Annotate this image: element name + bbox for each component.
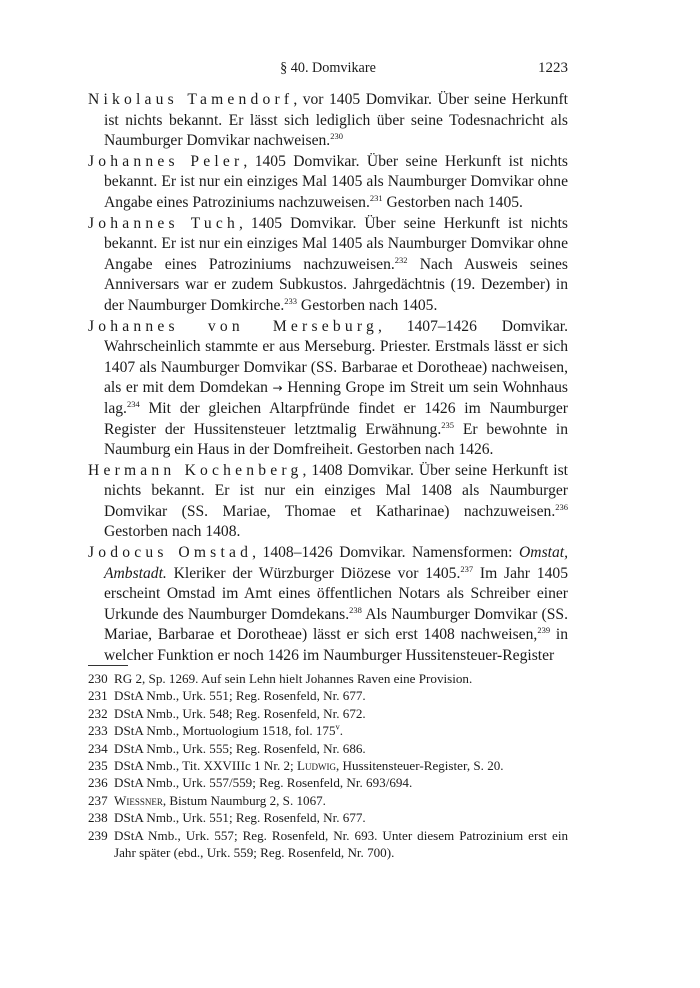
author-name: Wiessner bbox=[114, 792, 163, 808]
entry-text: , 1405 Domvikar. Über seine Herkunft ist nichts bekannt. Er ist nur ein einziges Mal 1405 als Naumburger Domvikar ohne Angabe eines Patroziniums nachzuweisen. bbox=[104, 152, 568, 211]
entry-name: Hermann Kochenberg bbox=[88, 461, 303, 479]
entry-text: in welcher Funktion er noch 1426 im Naumburger Hussitensteuer-Register bbox=[104, 626, 569, 665]
entry-johannes-tuch bbox=[88, 214, 568, 317]
footnote-text bbox=[114, 705, 568, 722]
footnote-text-part: DStA Nmb., Mortuologium 1518, fol. 175 bbox=[114, 723, 336, 739]
footnote-number: 237 bbox=[88, 792, 108, 808]
footnote-ref[interactable]: 235 bbox=[441, 419, 454, 430]
footnote-divider bbox=[88, 665, 128, 666]
footnote-text-part: DStA Nmb., Urk. 551; Reg. Rosenfeld, Nr. 677. bbox=[114, 688, 366, 704]
footnote-text-part: . bbox=[339, 723, 344, 739]
entry-text: , 1407–1426 Domvikar. Wahrscheinlich stammte er aus Merseburg. Priester. Erstmals lässt er sich 1407 als Naumburger Domvikar (SS. Barbarae et Dorotheae) nachweisen, als er mit dem Domdekan bbox=[104, 317, 568, 397]
entry-text: Nach Ausweis seines Anniversars war er zudem Subkustos. Jahrgedächtnis (19. Dezember) in der Naumburger Domkirche. bbox=[104, 255, 568, 314]
footnote-number: 230 bbox=[88, 671, 108, 686]
entry-text: Er bewohnte in Naumburg ein Haus in der Domfreiheit. Gestorben nach 1426. bbox=[104, 420, 569, 459]
entry-name: Johannes von Merseburg bbox=[88, 317, 378, 335]
footnote-text bbox=[114, 670, 568, 687]
footnote-number: 236 bbox=[88, 775, 108, 791]
footnote-text-part: DStA Nmb., Urk. 555; Reg. Rosenfeld, Nr. 686. bbox=[114, 740, 366, 756]
entry-text: , 1405 Domvikar. Über seine Herkunft ist nichts bekannt. Er ist nur ein einziges Mal 1405 als Naumburger Domvikar ohne Angabe eines Patroziniums nachzuweisen. bbox=[104, 214, 568, 273]
footnote bbox=[88, 722, 568, 739]
footnote-number: 239 bbox=[88, 827, 108, 843]
footnote-ref[interactable]: 231 bbox=[369, 192, 383, 203]
footnote-number: 233 bbox=[88, 723, 108, 739]
footnote-text bbox=[114, 809, 568, 826]
footnote-text-part: DStA Nmb., Urk. 551; Reg. Rosenfeld, Nr. 677. bbox=[114, 810, 366, 826]
footnote-number: 238 bbox=[88, 810, 108, 826]
footnote-number: 231 bbox=[88, 688, 108, 704]
footnote bbox=[88, 774, 568, 791]
footnote-text bbox=[114, 827, 568, 862]
footnote bbox=[88, 757, 568, 774]
footnote-text-part: , Bistum Naumburg 2, S. 1067. bbox=[162, 792, 326, 808]
footnote-number: 234 bbox=[88, 740, 108, 756]
footnote bbox=[88, 687, 568, 704]
running-head-title: § 40. Domvikare bbox=[280, 60, 376, 76]
entry-list bbox=[88, 90, 568, 667]
footnote-text bbox=[114, 722, 568, 739]
footnote-ref[interactable]: 230 bbox=[330, 131, 343, 141]
name-variants: Omstat, Ambstadt. bbox=[104, 544, 568, 582]
footnote-ref[interactable]: 233 bbox=[284, 295, 298, 306]
footnote-number: 232 bbox=[88, 705, 108, 721]
footnote-ref[interactable]: 237 bbox=[460, 563, 474, 574]
footnote-text-part: RG 2, Sp. 1269. Auf sein Lehn hielt Johannes Raven eine Provision. bbox=[114, 671, 473, 686]
footnote-number: 235 bbox=[88, 758, 108, 774]
footnote-ref[interactable]: 239 bbox=[537, 625, 551, 636]
author-name: Ludwig bbox=[296, 758, 336, 774]
entry-hermann-kochenberg bbox=[88, 461, 568, 543]
folio-verso-mark: v bbox=[335, 721, 340, 732]
entry-name: Jodocus Omstad bbox=[88, 544, 253, 562]
footnote-text-part: DStA Nmb., Urk. 557; Reg. Rosenfeld, Nr. 693. Unter diesem Patrozinium erst ein Jahr später (ebd., Urk. 559; Reg. Rosenfeld, Nr. 700). bbox=[114, 827, 568, 861]
entry-text: , 1408–1426 Domvikar. Namensformen: bbox=[252, 544, 520, 562]
entry-text: Gestorben nach 1405. bbox=[297, 296, 438, 314]
entry-text: , vor 1405 Domvikar. Über seine Herkunft ist nichts bekannt. Er lässt sich lediglich über seine Todesnachricht als Naumburger Domvikar nachweisen. bbox=[104, 91, 568, 150]
running-head bbox=[88, 58, 568, 80]
footnote bbox=[88, 809, 568, 826]
entry-name: Johannes Peler bbox=[88, 152, 244, 170]
page bbox=[88, 58, 568, 667]
footnote-text bbox=[114, 757, 568, 774]
footnote-text-part: DStA Nmb., Tit. XXVIIIc 1 Nr. 2; bbox=[114, 758, 297, 774]
footnote-text-part: DStA Nmb., Urk. 557/559; Reg. Rosenfeld, Nr. 693/694. bbox=[114, 775, 413, 791]
footnote bbox=[88, 705, 568, 722]
footnote bbox=[88, 792, 568, 809]
footnote-text bbox=[114, 774, 568, 791]
entry-jodocus-omstad bbox=[88, 543, 568, 667]
footnote-ref[interactable]: 234 bbox=[126, 398, 140, 409]
footnote-ref[interactable]: 238 bbox=[349, 604, 362, 615]
entry-text: Im Jahr 1405 erscheint Omstad im Amt eines öffentlichen Notars als Schreiber einer Urkunde des Naumburger Domdekans. bbox=[104, 564, 568, 623]
footnote-text-part: DStA Nmb., Urk. 548; Reg. Rosenfeld, Nr. 672. bbox=[114, 705, 366, 721]
entry-text: Gestorben nach 1408. bbox=[104, 523, 241, 541]
entry-text: Henning Grope im Streit um sein Wohnhaus lag. bbox=[104, 379, 568, 417]
footnote bbox=[88, 740, 568, 757]
footnote-text-part: , Hussitensteuer-Register, S. 20. bbox=[335, 758, 504, 774]
entry-text: , 1408 Domvikar. Über seine Herkunft ist nichts bekannt. Er ist nur ein einziges Mal 1408 als Naumburger Domvikar (SS. Mariae, Thomae et Katharinae) nachzuweisen. bbox=[104, 461, 568, 520]
entry-text: Kleriker der Würzburger Diözese vor 1405. bbox=[166, 564, 461, 582]
footnote-text bbox=[114, 792, 568, 809]
footnote-ref[interactable]: 236 bbox=[555, 501, 568, 512]
footnote-text bbox=[114, 687, 568, 704]
page-number: 1223 bbox=[538, 60, 568, 76]
entry-text: Gestorben nach 1405. bbox=[382, 193, 523, 211]
entry-johannes-von-merseburg bbox=[88, 317, 568, 461]
cross-reference-arrow-icon[interactable]: → bbox=[272, 381, 283, 396]
footnote bbox=[88, 670, 568, 687]
footnote bbox=[88, 827, 568, 862]
entry-name: Johannes Tuch bbox=[88, 214, 239, 232]
entry-text: Als Naumburger Domvikar (SS. Mariae, Barbarae et Dorotheae) lässt er sich erst 1408 nachweisen, bbox=[104, 605, 568, 644]
footnote-list bbox=[88, 670, 568, 861]
footnote-text bbox=[114, 740, 568, 757]
entry-nikolaus-tamendorf bbox=[88, 90, 568, 152]
entry-johannes-peler bbox=[88, 152, 568, 214]
entry-name: Nikolaus Tamendorf bbox=[88, 91, 294, 108]
entry-text: Mit der gleichen Altarpfründe findet er 1426 im Naumburger Register der Hussitensteuer letztmalig Erwähnung. bbox=[104, 399, 568, 438]
footnote-ref[interactable]: 232 bbox=[394, 254, 408, 265]
